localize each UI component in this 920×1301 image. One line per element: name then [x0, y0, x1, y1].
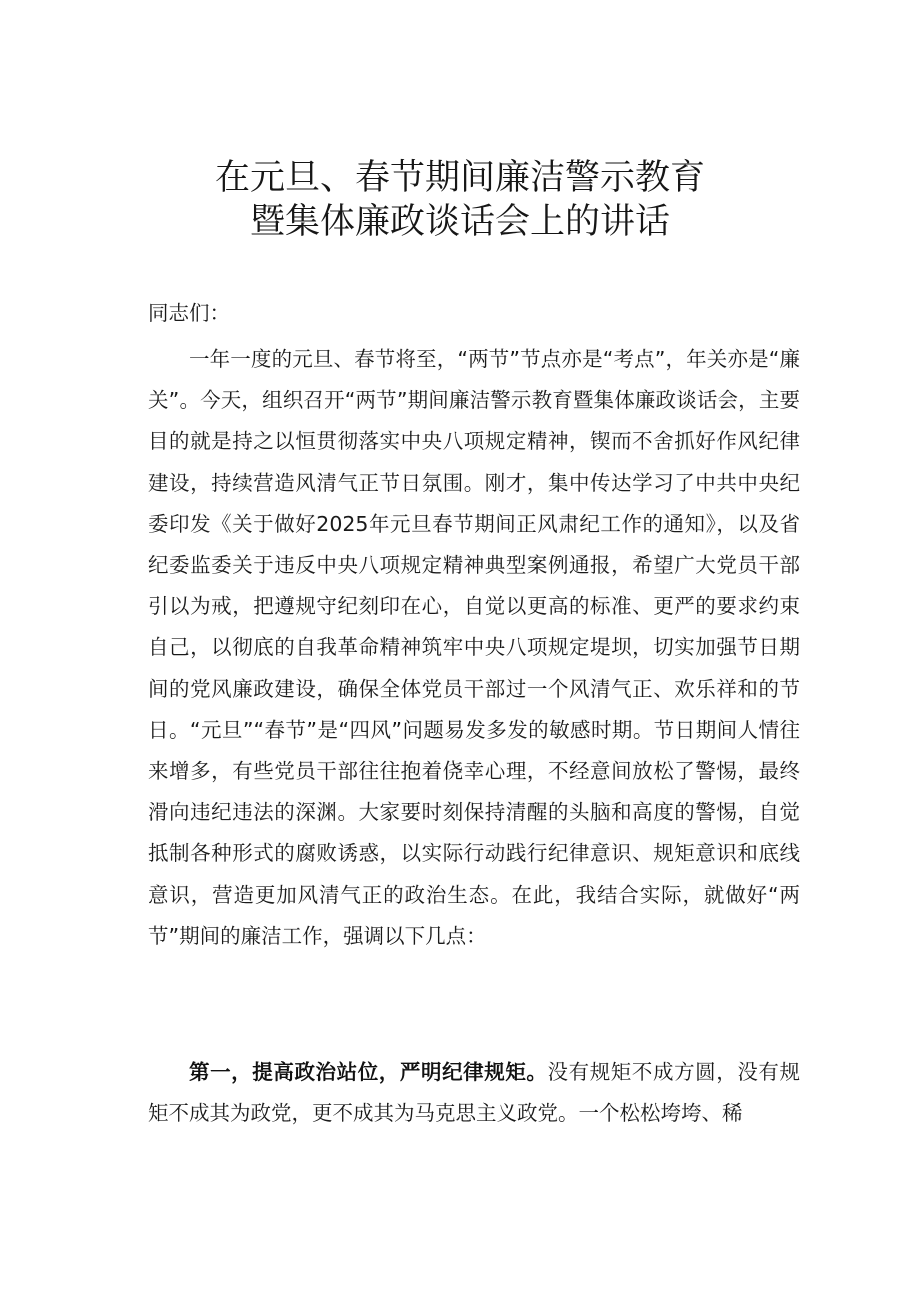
salutation: 同志们： [148, 301, 230, 325]
paragraph-2-text: 没有规矩不成方圆，没有规矩不成其为政党，更不成其为马克思主义政党。一个松松垮垮、稀 [148, 1060, 801, 1126]
paragraph-1: 一年一度的元旦、春节将至，“两节”节点亦是“考点”，年关亦是“廉关”。今天，组织召开“两节”期间廉洁警示教育暨集体廉政谈话会，主要目的就是持之以恒贯彻落实中央八项规定精神，锲而不舍抓好作风纪律建设，持续营造风清气正节日氛围。刚才，集中传达学习了中共中央纪委印发《关于做好2025年元旦春节期间正风肃纪工作的通知》，以及省纪委监委关于违反中央八项规定精神典型案例通报，希望广大党员干部引以为戒，把遵规守纪刻印在心，自觉以更高的标准、更严的要求约束自己，以彻底的自我革命精神筑牢中央八项规定堤坝，切实加强节日期间的党风廉政建设，确保全体党员干部过一个风清气正、欢乐祥和的节日。“元旦”“春节”是“四风”问题易发多发的敏感时期。节日期间人情往来增多，有些党员干部往往抱着侥幸心理，不经意间放松了警惕，最终滑向违纪违法的深渊。大家要时刻保持清醒的头脑和高度的警惕，自觉抵制各种形式的腐败诱惑，以实际行动践行纪律意识、规矩意识和底线意识，营造更加风清气正的政治生态。在此，我结合实际，就做好“两节”期间的廉洁工作，强调以下几点： [148, 347, 800, 948]
document-title-line-2: 暨集体廉政谈话会上的讲话 [249, 202, 670, 242]
paragraph-2 [148, 1052, 800, 1134]
paragraph-2-lead: 第一，提高政治站位，严明纪律规矩。 [189, 1060, 548, 1084]
document-title-line-1: 在元旦、春节期间廉洁警示教育 [214, 158, 705, 198]
